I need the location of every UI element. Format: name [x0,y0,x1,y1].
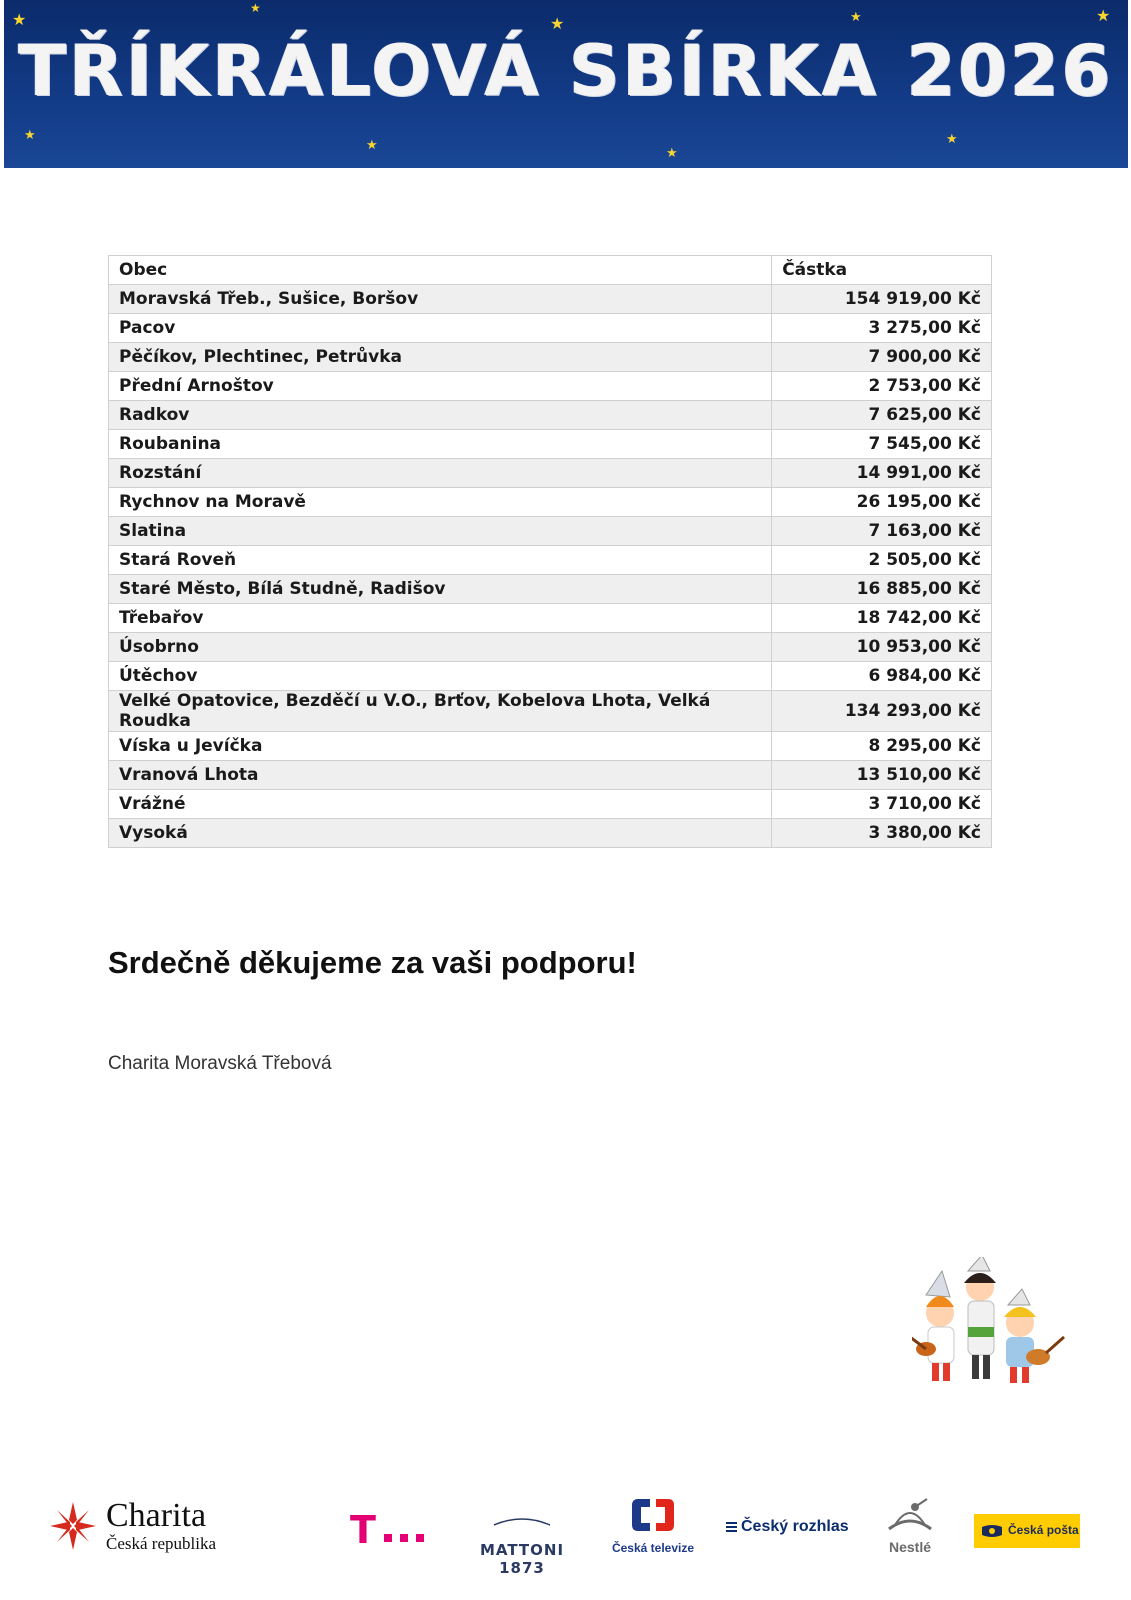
castka-cell: 3 380,00 Kč [772,819,992,848]
table-row [109,343,992,372]
obec-cell: Staré Město, Bílá Studně, Radišov [109,575,772,604]
table-row [109,575,992,604]
telekom-dot [416,1534,424,1542]
castka-cell: 10 953,00 Kč [772,633,992,662]
castka-cell: 7 163,00 Kč [772,517,992,546]
star-icon: ★ [366,138,378,153]
table-row [109,662,992,691]
telekom-logo [350,1510,430,1554]
obec-cell: Slatina [109,517,772,546]
telekom-dot [400,1534,408,1542]
obec-cell: Víska u Jevíčka [109,732,772,761]
obec-cell: Rychnov na Moravě [109,488,772,517]
telekom-t: T [350,1508,376,1552]
obec-cell: Třebařov [109,604,772,633]
king-middle-figure [964,1257,996,1379]
obec-cell: Přední Arnoštov [109,372,772,401]
posta-name: Česká pošta [1008,1523,1079,1537]
rozhlas-name: Český rozhlas [741,1518,849,1535]
star-icon: ★ [850,10,862,25]
ct-mark-icon [630,1495,676,1535]
star-icon: ★ [550,14,565,33]
star-icon: ★ [1096,6,1111,25]
obec-cell: Rozstání [109,459,772,488]
cesky-rozhlas-logo [726,1518,849,1536]
castka-cell: 7 545,00 Kč [772,430,992,459]
posta-horn-icon [980,1521,1006,1541]
table-row [109,732,992,761]
table-row [109,761,992,790]
castka-cell: 2 505,00 Kč [772,546,992,575]
obec-cell: Vranová Lhota [109,761,772,790]
castka-cell: 134 293,00 Kč [772,691,992,732]
table-row [109,633,992,662]
nestle-nest-icon [885,1495,935,1535]
obec-cell: Úsobrno [109,633,772,662]
table-header-row [109,256,992,285]
three-kings-illustration [912,1257,1072,1397]
table-row [109,285,992,314]
castka-cell: 7 900,00 Kč [772,343,992,372]
king-left-figure [912,1271,954,1381]
mattoni-crest-icon [492,1517,552,1527]
mattoni-logo [462,1512,582,1577]
obec-cell: Pacov [109,314,772,343]
obec-cell: Velké Opatovice, Bezděčí u V.O., Brťov, Kobelova Lhota, Velká Roudka [109,691,772,732]
obec-cell: Pěčíkov, Plechtinec, Petrůvka [109,343,772,372]
thanks-message: Srdečně děkujeme za vaši podporu! [108,945,637,980]
ceska-posta-logo [974,1514,1080,1548]
rozhlas-lines-icon [726,1520,737,1534]
table-row [109,546,992,575]
column-header-castka: Částka [772,256,992,285]
star-icon: ★ [12,10,27,29]
castka-cell: 3 275,00 Kč [772,314,992,343]
table-row [109,517,992,546]
star-icon: ★ [250,1,261,15]
table-row [109,604,992,633]
charita-logo [48,1498,238,1562]
ceska-televize-logo [608,1495,698,1565]
telekom-dot [384,1534,392,1542]
castka-cell: 7 625,00 Kč [772,401,992,430]
nestle-logo [880,1495,940,1565]
charita-subtitle: Česká republika [106,1534,216,1553]
castka-cell: 3 710,00 Kč [772,790,992,819]
castka-cell: 18 742,00 Kč [772,604,992,633]
page-title: TŘÍKRÁLOVÁ SBÍRKA 2026 [18,30,1114,112]
obec-cell: Radkov [109,401,772,430]
donations-table [108,255,992,848]
castka-cell: 26 195,00 Kč [772,488,992,517]
sponsor-logos [0,1490,1131,1580]
column-header-obec: Obec [109,256,772,285]
castka-cell: 13 510,00 Kč [772,761,992,790]
obec-cell: Útěchov [109,662,772,691]
charita-name: Charita [106,1497,207,1534]
ct-name: Česká televize [611,1541,695,1555]
castka-cell: 154 919,00 Kč [772,285,992,314]
table-row [109,459,992,488]
table-row [109,372,992,401]
castka-cell: 14 991,00 Kč [772,459,992,488]
table-row [109,790,992,819]
castka-cell: 16 885,00 Kč [772,575,992,604]
obec-cell: Vysoká [109,819,772,848]
obec-cell: Moravská Třeb., Sušice, Boršov [109,285,772,314]
table-row [109,430,992,459]
table-row [109,488,992,517]
mattoni-name: MATTONI 1873 [479,1541,565,1577]
obec-cell: Stará Roveň [109,546,772,575]
charita-cross-icon [48,1498,98,1554]
table-row [109,691,992,732]
castka-cell: 6 984,00 Kč [772,662,992,691]
signature: Charita Moravská Třebová [108,1053,332,1074]
obec-cell: Vrážné [109,790,772,819]
table-row [109,819,992,848]
castka-cell: 2 753,00 Kč [772,372,992,401]
table-row [109,401,992,430]
king-right-figure [1004,1289,1064,1383]
star-icon: ★ [946,132,958,147]
star-icon: ★ [24,128,36,143]
header-banner [4,0,1128,168]
obec-cell: Roubanina [109,430,772,459]
nestle-name: Nestlé [888,1539,932,1555]
table-row [109,314,992,343]
star-icon: ★ [666,146,678,161]
castka-cell: 8 295,00 Kč [772,732,992,761]
